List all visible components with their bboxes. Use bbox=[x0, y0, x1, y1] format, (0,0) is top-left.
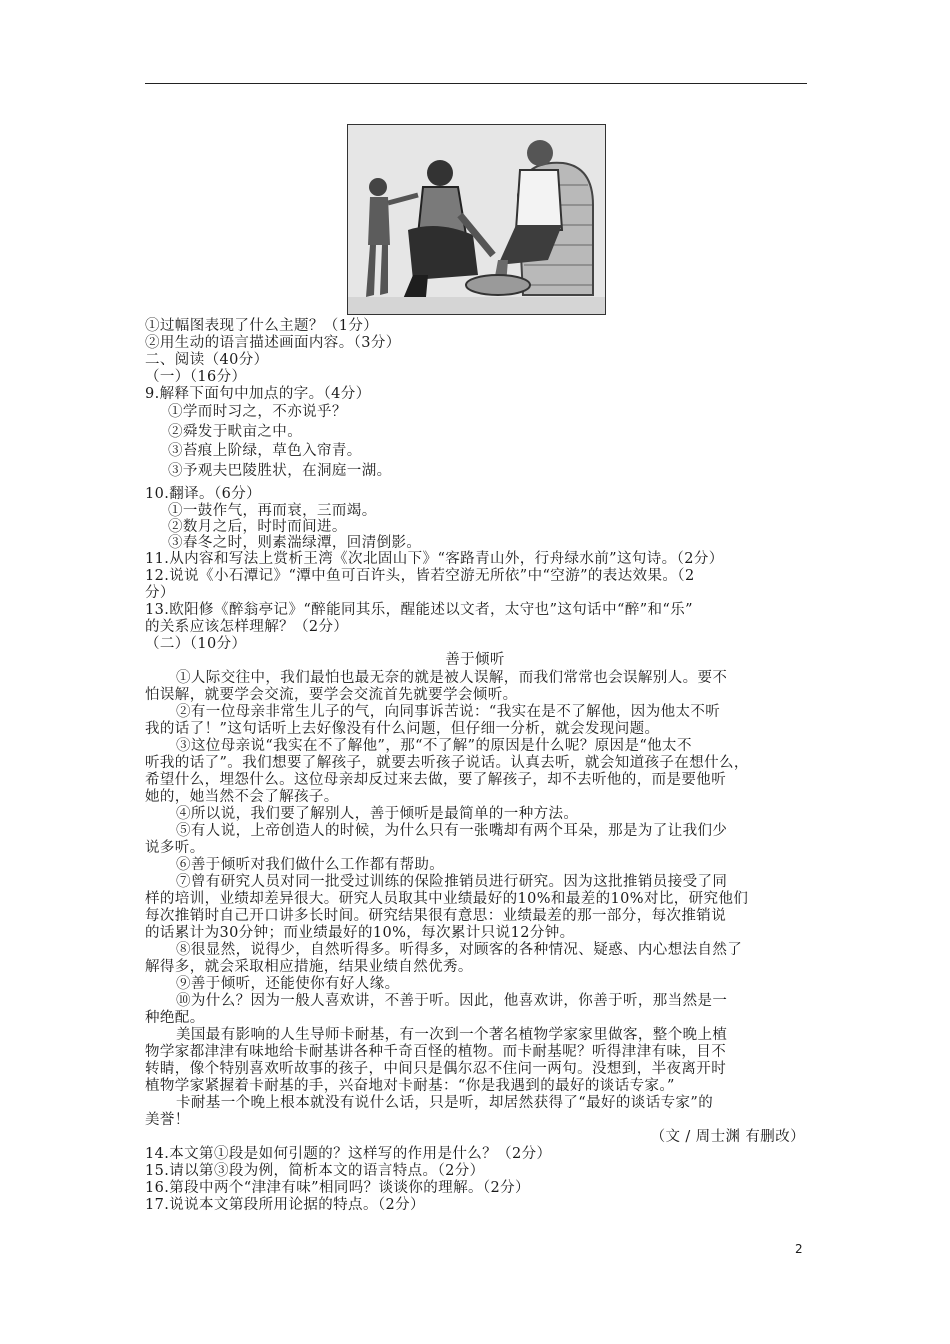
article-line: 听我的话了”。我们想要了解孩子，就要去听孩子说话。认真去听，就会知道孩子在想什么， bbox=[145, 755, 749, 771]
article-line: ③这位母亲说“我实在不了解他”，那“不了解”的原因是什么呢？原因是“他太不 bbox=[176, 738, 692, 754]
article-line: 希望什么，埋怨什么。这位母亲却反过来去做，要了解孩子，却不去听他的，而是要他听 bbox=[145, 772, 727, 788]
article-title: 善于倾听 bbox=[445, 652, 505, 668]
article-line: ①人际交往中，我们最怕也最无奈的就是被人误解，而我们常常也会误解别人。要不 bbox=[176, 670, 728, 686]
article-line: ⑨善于倾听，还能使你有好人缘。 bbox=[176, 976, 400, 992]
page-number: 2 bbox=[795, 1242, 803, 1256]
q9-item: ①学而时习之，不亦说乎？ bbox=[168, 404, 347, 420]
header-rule bbox=[145, 83, 807, 84]
article-line: ⑤有人说，上帝创造人的时候，为什么只有一张嘴却有两个耳朵，那是为了让我们少 bbox=[176, 823, 728, 839]
question-11: 11.从内容和写法上赏析王湾《次北固山下》“客路青山外，行舟绿水前”这句诗。（2分） bbox=[145, 551, 724, 567]
article-line: 美誉！ bbox=[145, 1112, 190, 1128]
article-line: 每次推销时自己开口讲多长时间。研究结果很有意思：业绩最差的那一部分，每次推销说 bbox=[145, 908, 727, 924]
q9-item: ③苔痕上阶绿，草色入帘青。 bbox=[168, 443, 362, 459]
article-source: （文 / 周士渊 有删改） bbox=[650, 1129, 805, 1145]
question-14: 14.本文第①段是如何引题的？这样写的作用是什么？（2分） bbox=[145, 1146, 552, 1162]
article-line: ⑦曾有研究人员对同一批受过训练的保险推销员进行研究。因为这批推销员接受了同 bbox=[176, 874, 728, 890]
q10-item: ③春冬之时，则素湍绿潭，回清倒影。 bbox=[168, 535, 422, 551]
image-question-1: ①过幅图表现了什么主题？（1分） bbox=[145, 318, 379, 334]
q10-item: ①一鼓作气，再而衰，三而竭。 bbox=[168, 503, 377, 519]
article-line: 说多听。 bbox=[145, 840, 205, 856]
question-17: 17.说说本文第段所用论据的特点。（2分） bbox=[145, 1197, 425, 1213]
q9-item: ③予观夫巴陵胜状，在洞庭一湖。 bbox=[168, 463, 392, 479]
question-9: 9.解释下面句中加点的字。（4分） bbox=[145, 386, 371, 402]
article-line: 物学家都津津有味地给卡耐基讲各种千奇百怪的植物。而卡耐基呢？听得津津有味，目不 bbox=[145, 1044, 727, 1060]
article-line: 种绝配。 bbox=[145, 1010, 205, 1026]
part-heading-1: （一）（16分） bbox=[145, 369, 247, 385]
question-13: 13.欧阳修《醉翁亭记》“醉能同其乐，醒能述以文者，太守也”这句话中“醉”和“乐” bbox=[145, 602, 693, 618]
article-line: 她的，她当然不会了解孩子。 bbox=[145, 789, 339, 805]
article-line: ⑥善于倾听对我们做什么工作都有帮助。 bbox=[176, 857, 445, 873]
question-10: 10.翻译。（6分） bbox=[145, 486, 262, 502]
image-question-2: ②用生动的语言描述画面内容。（3分） bbox=[145, 335, 401, 351]
article-line: 样的培训，业绩却差异很大。研究人员取其中业绩最好的10%和最差的10%对比，研究他们 bbox=[145, 891, 749, 907]
question-15: 15.请以第③段为例，简析本文的语言特点。（2分） bbox=[145, 1163, 485, 1179]
illustration-family-foot-washing bbox=[347, 124, 606, 315]
article-line: 我的话了！”这句话听上去好像没有什么问题，但仔细一分析，就会发现问题。 bbox=[145, 721, 660, 737]
part-heading-2: （二）（10分） bbox=[145, 636, 247, 652]
article-line: 的话累计为30分钟；而业绩最好的10%，每次累计只说12分钟。 bbox=[145, 925, 575, 941]
question-12-cont: 分） bbox=[145, 585, 175, 601]
article-line: 植物学家紧握着卡耐基的手，兴奋地对卡耐基：“你是我遇到的最好的谈话专家。” bbox=[145, 1078, 675, 1094]
article-line: 卡耐基一个晚上根本就没有说什么话，只是听，却居然获得了“最好的谈话专家”的 bbox=[176, 1095, 714, 1111]
question-13-cont: 的关系应该怎样理解？（2分） bbox=[145, 619, 349, 635]
article-line: ②有一位母亲非常生儿子的气，向同事诉苦说：“我实在是不了解他，因为他太不听 bbox=[176, 704, 721, 720]
article-line: ④所以说，我们要了解别人，善于倾听是最简单的一种方法。 bbox=[176, 806, 579, 822]
q10-item: ②数月之后，时时而间进。 bbox=[168, 519, 347, 535]
article-line: 解得多，就会采取相应措施，结果业绩自然优秀。 bbox=[145, 959, 473, 975]
question-12: 12.说说《小石潭记》“潭中鱼可百许头，皆若空游无所依”中“空游”的表达效果。（2 bbox=[145, 568, 695, 584]
article-line: 怕误解，就要学会交流，要学会交流首先就要学会倾听。 bbox=[145, 687, 518, 703]
article-line: ⑧很显然，说得少，自然听得多。听得多，对顾客的各种情况、疑惑、内心想法自然了 bbox=[176, 942, 743, 958]
section-heading-reading: 二、阅读（40分） bbox=[145, 352, 269, 368]
article-line: 转睛，像个特别喜欢听故事的孩子，中间只是偶尔忍不住问一两句。没想到，半夜离开时 bbox=[145, 1061, 727, 1077]
article-line: 美国最有影响的人生导师卡耐基，有一次到一个著名植物学家家里做客，整个晚上植 bbox=[176, 1027, 728, 1043]
article-line: ⑩为什么？因为一般人喜欢讲，不善于听。因此，他喜欢讲，你善于听，那当然是一 bbox=[176, 993, 728, 1009]
question-16: 16.第段中两个“津津有味”相同吗？谈谈你的理解。（2分） bbox=[145, 1180, 530, 1196]
q9-item: ②舜发于畎亩之中。 bbox=[168, 424, 303, 440]
